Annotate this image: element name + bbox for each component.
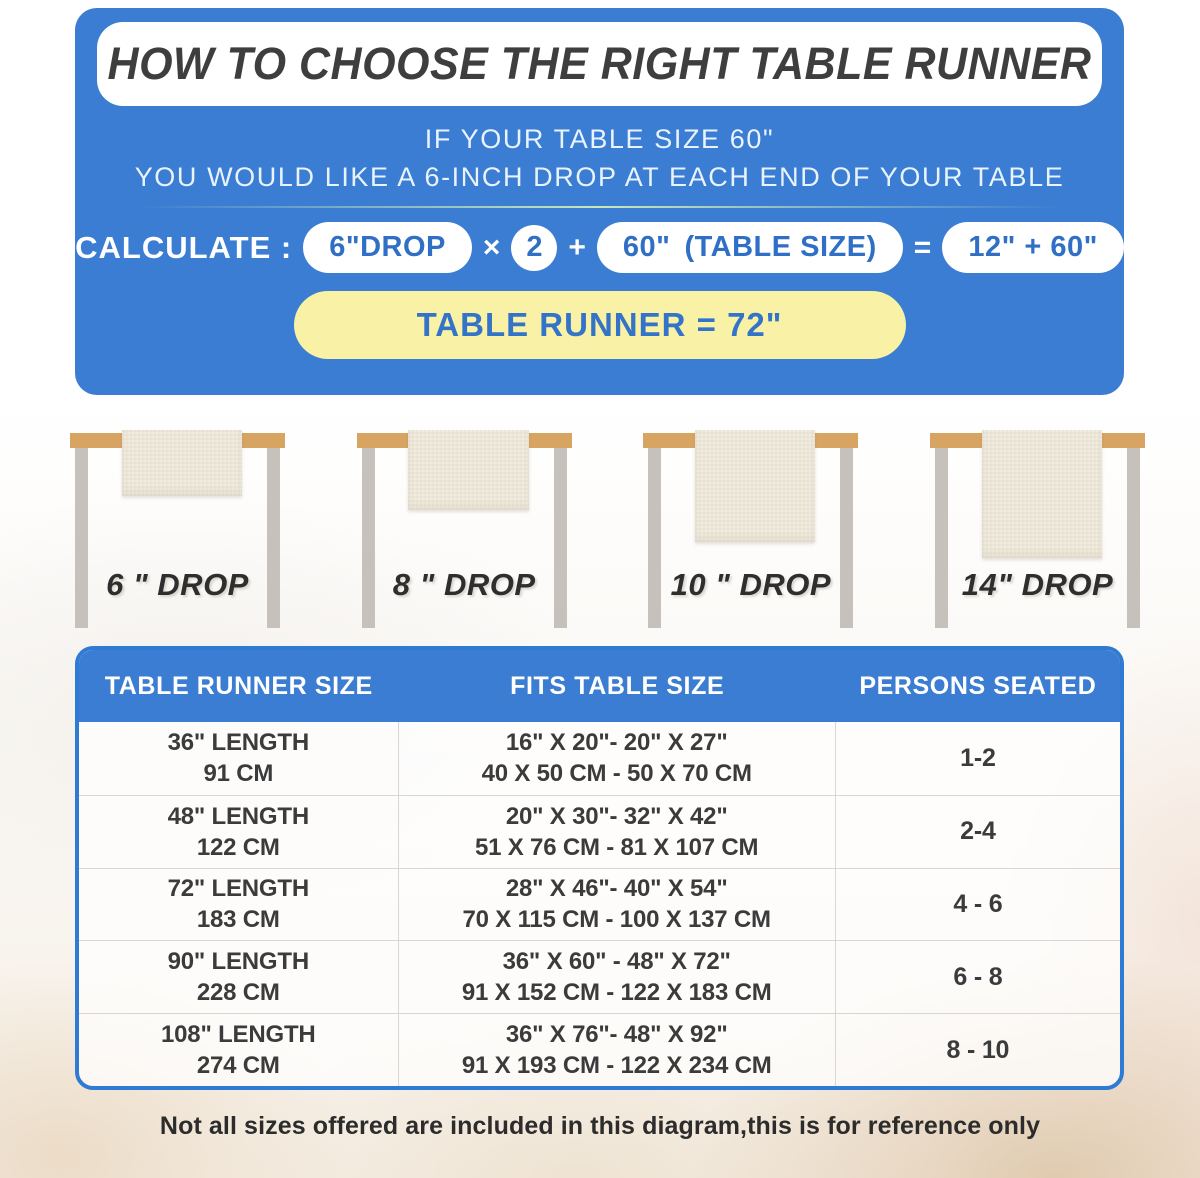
table-row <box>79 1013 1120 1086</box>
result-pill: 12" + 60" <box>942 222 1124 273</box>
table-row <box>79 868 1120 941</box>
drop-label: 6 " DROP <box>106 567 249 602</box>
table-row <box>79 795 1120 868</box>
table-size-value: 60" <box>622 231 671 263</box>
table-size-pill <box>597 222 903 273</box>
subtitle <box>75 120 1124 196</box>
runner-cloth <box>982 430 1102 558</box>
footer-note: Not all sizes offered are included in this diagram,this is for reference only <box>159 1112 1041 1140</box>
runner-size-in: 72" LENGTH <box>167 875 309 903</box>
result-banner: TABLE RUNNER = 72" <box>294 291 906 359</box>
equals-operator: = <box>913 230 932 264</box>
table-row <box>79 722 1120 795</box>
runner-size-in: 90" LENGTH <box>167 948 309 976</box>
calculation-row <box>75 222 1124 273</box>
plus-operator: + <box>568 230 586 264</box>
fits-size-in: 20" X 30"- 32" X 42" <box>505 802 728 830</box>
runner-size-in: 48" LENGTH <box>167 802 309 830</box>
subtitle-line-1: IF YOUR TABLE SIZE 60" <box>424 124 775 154</box>
runner-cloth <box>695 430 815 542</box>
header-fits-table-size: FITS TABLE SIZE <box>510 671 725 700</box>
title-box <box>97 22 1102 106</box>
runner-cloth <box>408 430 528 510</box>
table-size-label: (TABLE SIZE) <box>684 231 877 263</box>
times-operator: × <box>482 230 501 264</box>
fits-size-in: 36" X 60" - 48" X 72" <box>502 948 731 976</box>
table-header-row <box>79 650 1120 722</box>
size-reference-table <box>75 646 1124 1090</box>
table-illustration-6-drop <box>70 425 285 633</box>
fits-size-cm: 70 X 115 CM - 100 X 137 CM <box>462 906 771 934</box>
fits-size-in: 28" X 46"- 40" X 54" <box>505 875 728 903</box>
persons-seated: 2-4 <box>960 817 996 846</box>
drop-label: 10 " DROP <box>670 567 832 602</box>
drop-pill: 6"DROP <box>303 222 472 273</box>
runner-size-cm: 91 CM <box>203 760 274 788</box>
divider-line <box>119 206 1080 208</box>
runner-size-in: 108" LENGTH <box>161 1021 316 1049</box>
fits-size-cm: 51 X 76 CM - 81 X 107 CM <box>475 833 759 861</box>
runner-size-cm: 274 CM <box>196 1052 280 1080</box>
drop-label: 8 " DROP <box>392 567 536 602</box>
table-illustration-14-drop <box>930 425 1145 633</box>
persons-seated: 6 - 8 <box>953 962 1003 991</box>
table-body <box>79 722 1120 1086</box>
fits-size-in: 36" X 76"- 48" X 92" <box>505 1021 728 1049</box>
drop-illustrations <box>70 425 1145 633</box>
runner-size-cm: 183 CM <box>196 906 280 934</box>
persons-seated: 1-2 <box>960 743 996 772</box>
fits-size-cm: 91 X 152 CM - 122 X 183 CM <box>461 979 772 1007</box>
persons-seated: 4 - 6 <box>953 889 1003 918</box>
header-runner-size: TABLE RUNNER SIZE <box>104 671 373 700</box>
subtitle-line-2: YOU WOULD LIKE A 6-INCH DROP AT EACH END OF YOUR TABLE <box>134 162 1065 192</box>
header-persons-seated: PERSONS SEATED <box>859 671 1097 700</box>
runner-size-cm: 122 CM <box>196 833 280 861</box>
runner-size-in: 36" LENGTH <box>167 729 309 757</box>
multiplier-circle: 2 <box>511 225 557 271</box>
page-title: HOW TO CHOOSE THE RIGHT TABLE RUNNER <box>107 38 1092 89</box>
calculate-label: CALCULATE : <box>75 229 293 265</box>
table-illustration-8-drop <box>357 425 572 633</box>
hero-panel <box>75 8 1124 395</box>
runner-cloth <box>122 430 242 496</box>
table-row <box>79 940 1120 1013</box>
table-illustration-10-drop <box>643 425 858 633</box>
persons-seated: 8 - 10 <box>946 1035 1010 1064</box>
runner-size-cm: 228 CM <box>196 979 280 1007</box>
fits-size-cm: 40 X 50 CM - 50 X 70 CM <box>481 760 752 788</box>
fits-size-cm: 91 X 193 CM - 122 X 234 CM <box>461 1052 772 1080</box>
fits-size-in: 16" X 20"- 20" X 27" <box>505 729 728 757</box>
drop-label: 14" DROP <box>961 567 1114 602</box>
